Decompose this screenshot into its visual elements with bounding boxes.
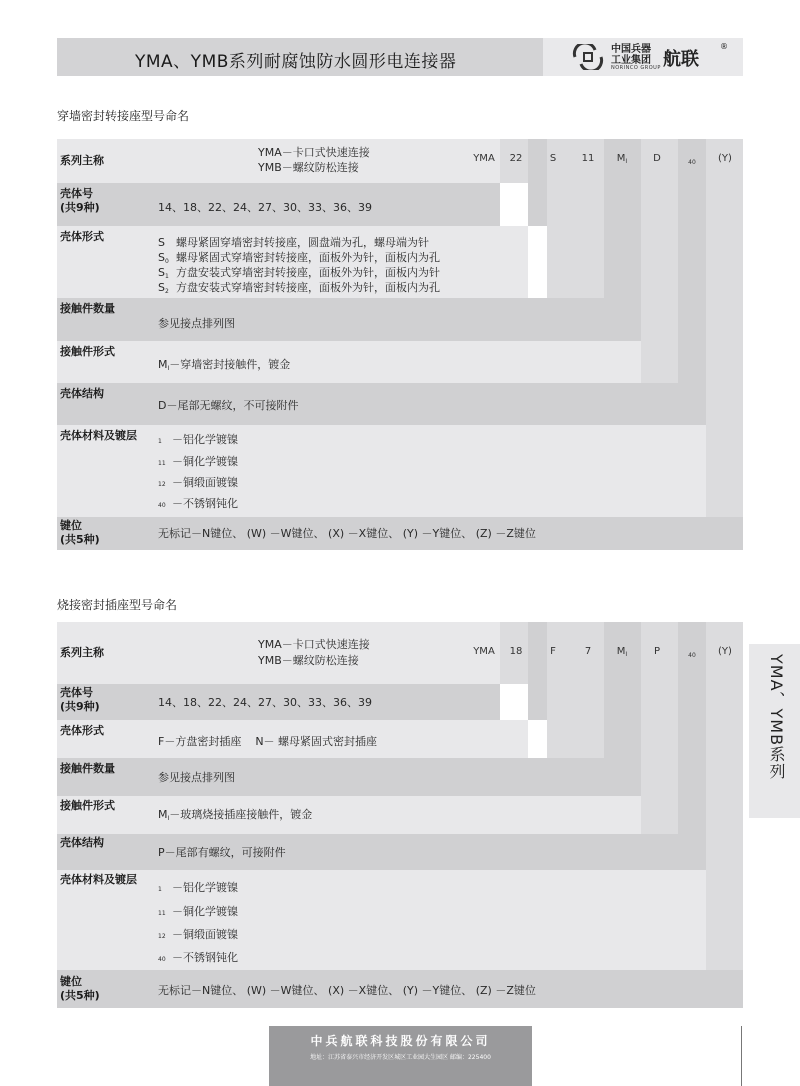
s1-code-structure: D [653, 153, 661, 164]
s2-code-form: F [550, 646, 556, 657]
logo-chinese-text: 中国兵器 工业集团 [611, 44, 651, 66]
s2-material-item-2: 12 －铜缎面镀镍 [158, 928, 238, 941]
s2-key-label: 键位 (共5种) [60, 975, 100, 1002]
s1-form-item-0: S 螺母紧固穿墙密封转接座，圆盘端为孔，螺母端为针 [158, 236, 429, 249]
s1-structure-text: D－尾部无螺纹，不可接附件 [158, 399, 299, 412]
s1-contact-label: 接触件形式 [60, 345, 115, 358]
s1-series-desc2: YMB－螺纹防松连接 [258, 161, 359, 174]
s1-structure-label: 壳体结构 [60, 387, 104, 400]
s1-band-material [57, 425, 706, 517]
footer-address: 地址：江苏省泰兴市经济开发区城区工业园大生园区 邮编：225400 [310, 1054, 491, 1061]
s2-count-text: 参见接点排列图 [158, 771, 235, 784]
s2-code-count: 7 [584, 646, 592, 657]
s1-material-item-0: 1 －铝化学镀镍 [158, 433, 238, 446]
section1-title: 穿墙密封转接座型号命名 [57, 109, 190, 123]
s1-form-item-1: $S_0$ 螺母紧固式穿墙密封转接座，面板外为针，面板内为孔 [158, 251, 440, 265]
s2-code-key: (Y) [718, 646, 732, 657]
s1-series-label: 系列主称 [60, 154, 104, 167]
s1-code-key: (Y) [718, 153, 732, 164]
s1-code-material: 40 [688, 159, 696, 166]
s1-band-contact [57, 341, 641, 383]
s2-key-text: 无标记－N键位、 (W) －W键位、 (X) －X键位、 (Y) －Y键位、 (Z) －Z键位 [158, 984, 536, 997]
s1-form-item-3: $S_2$ 方盘安装式穿墙密封转接座，面板外为针，面板内为孔 [158, 281, 440, 295]
s1-key-text: 无标记－N键位、 (W) －W键位、 (X) －X键位、 (Y) －Y键位、 (Z) －Z键位 [158, 527, 536, 540]
registered-mark: ® [720, 42, 728, 51]
s2-band-contact [57, 796, 641, 834]
s2-series-label: 系列主称 [60, 646, 104, 659]
s2-contact-text: $M_I-$玻璃烧接插座接触件，镀金 [158, 808, 313, 822]
s1-material-label: 壳体材料及镀层 [60, 429, 137, 442]
s1-code-count: 11 [581, 153, 595, 164]
s1-size-label: 壳体号 (共9种) [60, 187, 100, 214]
s1-form-label: 壳体形式 [60, 230, 104, 243]
norinco-logo-icon [571, 44, 605, 70]
s1-code-contact: $M_I$ [616, 153, 628, 165]
brand-name: 航联 [663, 49, 699, 70]
s2-contact-label: 接触件形式 [60, 799, 115, 812]
s1-series-desc1: YMA－卡口式快速连接 [258, 146, 370, 159]
s1-code-form: S [549, 153, 557, 164]
s1-key-label: 键位 (共5种) [60, 519, 100, 546]
s1-code-series: YMA [473, 153, 495, 164]
series-side-tab [749, 644, 800, 818]
s2-form-label: 壳体形式 [60, 724, 104, 737]
s2-structure-text: P－尾部有螺纹，可接附件 [158, 846, 286, 859]
s2-band-structure [57, 834, 678, 870]
s2-band-material [57, 870, 706, 970]
s2-material-label: 壳体材料及镀层 [60, 873, 137, 886]
s1-band-count [57, 298, 604, 341]
s2-code-contact: $M_I$ [616, 646, 628, 658]
s2-code-structure: P [653, 646, 661, 657]
s2-code-size: 18 [509, 646, 523, 657]
s2-band-count [57, 758, 604, 796]
page-header [57, 38, 743, 76]
s1-material-item-2: 12 －铜缎面镀镍 [158, 476, 238, 489]
s2-count-label: 接触件数量 [60, 762, 115, 775]
s1-count-label: 接触件数量 [60, 302, 115, 315]
page-footer [269, 1026, 532, 1086]
s2-form-text: F－方盘密封插座 N－ 螺母紧固式密封插座 [158, 735, 378, 748]
s2-structure-label: 壳体结构 [60, 836, 104, 849]
s2-series-desc2: YMB－螺纹防松连接 [258, 654, 359, 667]
footer-divider [741, 1026, 742, 1086]
s1-code-size: 22 [509, 153, 523, 164]
logo-english-text: NORINCO GROUP [611, 65, 661, 71]
s2-code-material: 40 [688, 652, 696, 659]
s1-material-item-1: 11 －铜化学镀镍 [158, 455, 238, 468]
page-title: YMA、YMB系列耐腐蚀防水圆形电连接器 [135, 52, 457, 72]
s1-contact-text: $M_I-$穿墙密封接触件，镀金 [158, 358, 291, 372]
s1-form-item-2: $S_1$ 方盘安装式穿墙密封转接座，面板外为针，面板内为针 [158, 266, 440, 280]
s2-size-label: 壳体号 (共9种) [60, 686, 100, 713]
s2-size-values: 14、18、22、24、27、30、33、36、39 [158, 696, 372, 709]
footer-company-name: 中兵航联科技股份有限公司 [310, 1034, 491, 1048]
s2-code-series: YMA [473, 646, 495, 657]
company-logo [543, 38, 743, 76]
s1-count-text: 参见接点排列图 [158, 317, 235, 330]
s1-material-item-3: 40 －不锈钢钝化 [158, 497, 238, 510]
s2-series-desc1: YMA－卡口式快速连接 [258, 638, 370, 651]
s1-size-values: 14、18、22、24、27、30、33、36、39 [158, 201, 372, 214]
s2-material-item-0: 1 －铝化学镀镍 [158, 881, 238, 894]
s1-band-structure [57, 383, 678, 425]
side-tab-label: YMA、YMB系列 [767, 654, 786, 781]
s2-material-item-1: 11 －铜化学镀镍 [158, 905, 238, 918]
section2-title: 烧接密封插座型号命名 [57, 598, 178, 612]
s2-material-item-3: 40 －不锈钢钝化 [158, 951, 238, 964]
